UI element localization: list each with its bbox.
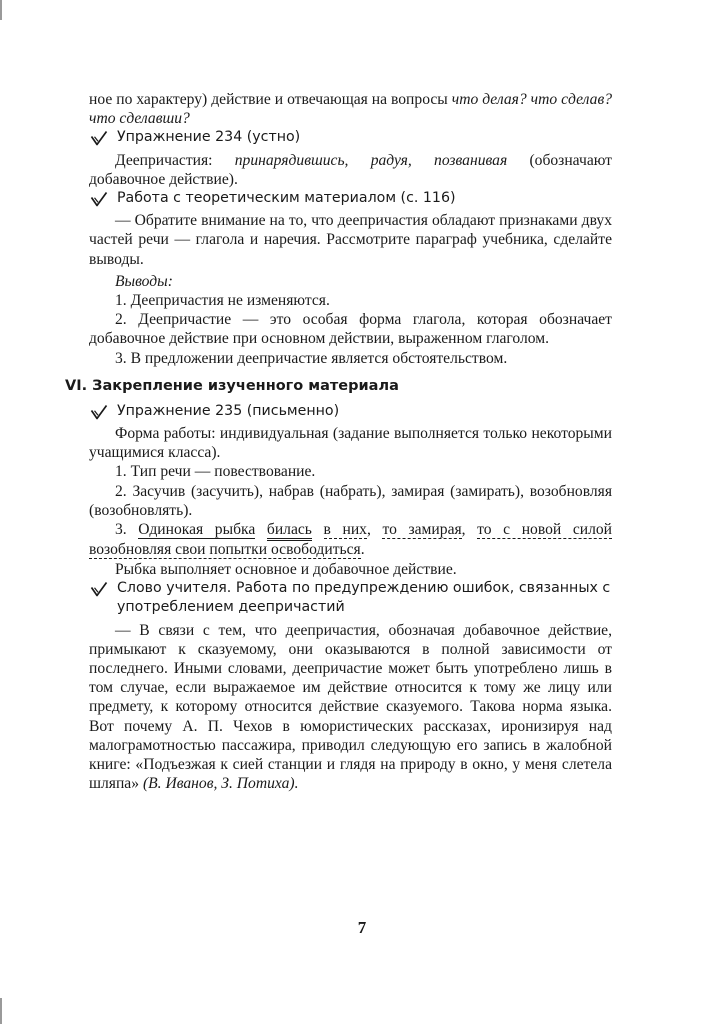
teacher-body: — В связи с тем, что деепричастия, обозначая добавочное действие, примыкают к сказуемому, они оказываются в полной зависимости от последнего. Иными словами, деепричастие может быть употреблено лишь в том случае, если выражаемое им действие относится к тому же лицу или предмету, к которому относится действие сказуемого. Такова норма языка. Вот почему А. П. Чехов в юмористических рассказах, иронизируя над малограмотностью пассажира, приводил следующую его запись в жалобной книге: «Подъезжая к сией станции и глядя на природу в окно, у меня слетела шляпа»: [89, 621, 612, 793]
theory-label: Работа с теоретическим материалом (с. 116): [117, 190, 456, 207]
check-icon: [90, 581, 108, 597]
teacher-text: [89, 621, 612, 794]
exercise-234-header: [89, 128, 612, 147]
exercise-235-item-2: 2. Засучив (засучить), набрав (набрать), замирая (замирать), возобновляя (возобновлять).: [89, 482, 612, 519]
intro-paragraph: [89, 90, 612, 128]
exercise-235-label: Упражнение 235 (письменно): [117, 402, 340, 419]
exercise-235-item-3: [89, 520, 612, 560]
exercise-234-lead: Деепричастия:: [115, 151, 235, 169]
intro-text: ное по характеру) действие и отвечающая на вопросы: [89, 91, 452, 108]
exercise-234-text: [89, 151, 612, 189]
check-icon: [90, 191, 108, 207]
gerund-phrase-2: то с новой силой возобновляя свои попытки освободиться: [89, 521, 613, 559]
theory-header: [89, 189, 612, 208]
item-3-number: 3.: [115, 521, 139, 539]
exercise-235-header: [89, 402, 612, 421]
check-icon: [90, 404, 108, 420]
item-3-comma: ,: [366, 521, 383, 539]
exercise-235-note: Рыбка выполняет основное и добавочное действие.: [115, 561, 457, 579]
page-content: [65, 90, 613, 794]
conclusion-item: 1. Деепричастия не изменяются.: [115, 292, 330, 310]
teacher-label: Слово учителя. Работа по предупреждению ошибок, связанных с употреблением деепричастий: [117, 580, 611, 616]
theory-text: — Обратите внимание на то, что деепричастия обладают признаками двух частей речи — глагола и наречия. Рассмотрите параграф учебника, сделайте выводы.: [89, 212, 612, 268]
conclusion-item: 2. Деепричастие — это особая форма глагола, которая обозначает добавочное действие при основном действии, выраженном глаголом.: [89, 311, 612, 348]
exercise-234-tail: (обозначают добавочное действие).: [89, 151, 613, 188]
section-heading: VI. Закрепление изученного материала: [65, 377, 399, 394]
conclusions-title: Выводы:: [115, 272, 173, 290]
intro-question-1: что делая?: [451, 91, 527, 108]
conclusion-item: 3. В предложении деепричастие является обстоятельством.: [115, 349, 508, 367]
crop-mark-bottom: [0, 998, 2, 1024]
exercise-235-item-1: 1. Тип речи — повествование.: [115, 463, 316, 481]
teacher-header: [89, 579, 612, 617]
adverbial-underlined: в них: [323, 521, 367, 539]
gerund-phrase-1: то замирая: [382, 521, 462, 539]
intro-question-2: что сделав? что сделавши?: [89, 91, 613, 128]
exercise-234-words: принарядившись, радуя, позванивая: [234, 151, 508, 169]
teacher-source: (В. Иванов, З. Потиха).: [142, 775, 299, 793]
predicate-underlined: билась: [267, 521, 312, 541]
exercise-235-form: Форма работы: индивидуальная (задание выполняется только некоторыми учащимися класса).: [89, 425, 612, 462]
subject-underlined: Одинокая рыбка: [138, 521, 256, 539]
crop-mark-top: [0, 0, 2, 20]
page-number: 7: [357, 918, 367, 937]
exercise-234-label: Упражнение 234 (устно): [117, 129, 301, 146]
check-icon: [90, 130, 108, 146]
item-3-comma: ,: [461, 521, 478, 539]
item-3-period: .: [360, 541, 365, 559]
